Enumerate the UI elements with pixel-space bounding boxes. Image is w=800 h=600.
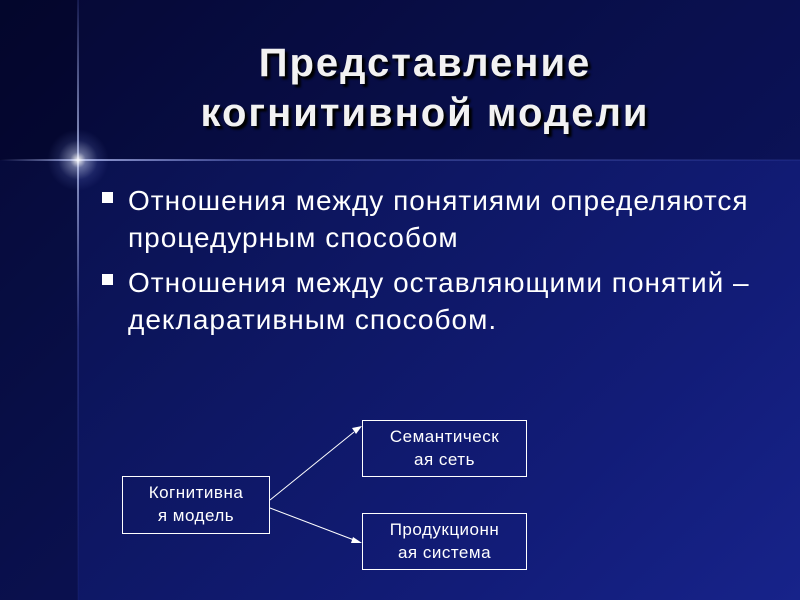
connector-to-production-system	[270, 508, 354, 540]
cognitive-model-node	[122, 476, 270, 534]
square-bullet-icon	[102, 274, 113, 285]
horizontal-glow-line	[0, 159, 800, 161]
arrowhead-icon	[352, 426, 362, 434]
bullet-text: Отношения между оставляющими понятий – декларативным способом.	[128, 267, 750, 335]
connector-to-semantic-net	[270, 432, 354, 500]
node-label-line: Семантическ	[389, 427, 500, 446]
node-label-line: ая сеть	[414, 450, 475, 469]
node-label-line: ая система	[397, 543, 492, 562]
node-label-line: я модель	[157, 506, 235, 525]
title-line-1: Представление	[258, 41, 592, 85]
production-system-node	[362, 513, 527, 570]
square-bullet-icon	[102, 192, 113, 203]
vertical-glow-line	[77, 0, 79, 600]
title-line-2: когнитивной модели	[200, 91, 650, 135]
slide-title	[90, 38, 760, 138]
bullet-list	[100, 182, 760, 346]
bullet-text: Отношения между понятиями определяются процедурным способом	[128, 185, 749, 253]
semantic-network-node	[362, 420, 527, 477]
bullet-item	[100, 182, 760, 256]
node-label-line: Когнитивна	[148, 483, 244, 502]
bullet-item	[100, 264, 760, 338]
arrowhead-icon	[351, 537, 362, 543]
node-label-line: Продукционн	[389, 520, 500, 539]
